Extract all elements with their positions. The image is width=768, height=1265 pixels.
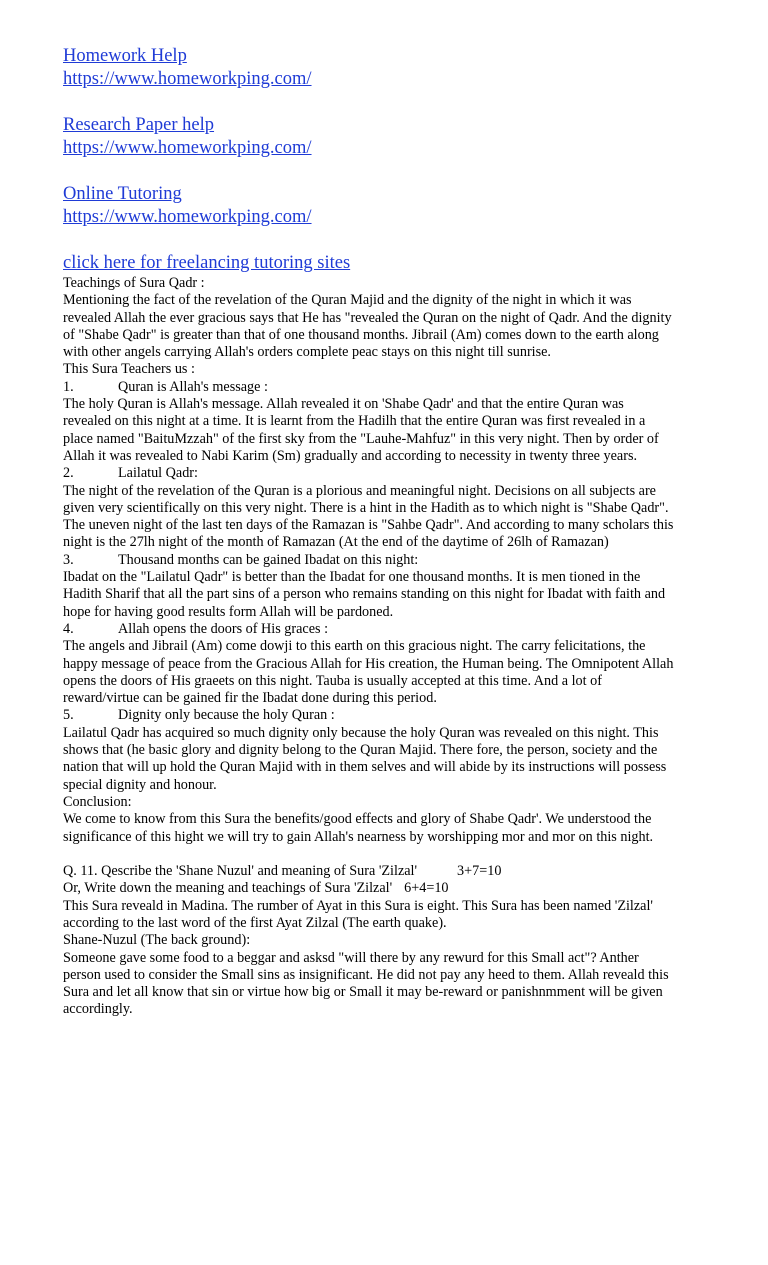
homework-help-link-block xyxy=(63,45,723,91)
point-heading: Dignity only because the holy Quran : xyxy=(118,707,335,724)
body-line: with other angels carrying Allah's orders complete peac stays on this night till sunrise. xyxy=(63,344,551,361)
body-line: The night of the revelation of the Quran is a plorious and meaningful night. Decisions on all subjects are xyxy=(63,482,656,499)
numbered-heading-3 xyxy=(63,552,723,569)
body-line: night is the 27lh night of the month of Ramazan (At the end of the daytime of 26lh of Ramazan) xyxy=(63,534,609,551)
alternate-question-text: Or, Write down the meaning and teachings of Sura 'Zilzal' xyxy=(63,880,393,897)
point-heading: Allah opens the doors of His graces : xyxy=(118,620,329,637)
body-line: Lailatul Qadr has acquired so much dignity only because the holy Quran was revealed on this night. This xyxy=(63,724,659,741)
body-line: Allah it was revealed to Nabi Karim (Sm) gradually and according to necessity in twenty three years. xyxy=(63,447,638,464)
point-number: 3. xyxy=(63,551,74,568)
alternate-question-line xyxy=(63,880,723,897)
body-line: Someone gave some food to a beggar and asksd "will there by any rewurd for this Small act"? Anther xyxy=(63,949,639,966)
numbered-heading-5 xyxy=(63,707,723,724)
numbered-heading-4 xyxy=(63,621,723,638)
research-paper-help-link[interactable]: Research Paper help xyxy=(63,115,215,135)
question-text: Q. 11. Qescribe the 'Shane Nuzul' and meaning of Sura 'Zilzal' xyxy=(63,863,418,880)
conclusion-heading: Conclusion: xyxy=(63,793,132,810)
freelance-tutoring-link[interactable]: click here for freelancing tutoring sites xyxy=(63,253,351,273)
homework-help-url-link[interactable]: https://www.homeworkping.com/ xyxy=(63,69,312,89)
page-content xyxy=(63,45,723,1019)
body-line: Hadith Sharif that all the part sins of a person who remains standing on this night for Ibadat with faith and xyxy=(63,586,666,603)
point-heading: Thousand months can be gained Ibadat on this night: xyxy=(118,551,419,568)
body-line: special dignity and honour. xyxy=(63,776,217,793)
body-line: shows that (he basic glory and dignity belong to the Quran Majid. There fore, the person, society and the xyxy=(63,742,658,759)
body-line: happy message of peace from the Gracious Allah for His creation, the Human being. The Omnipotent Allah xyxy=(63,655,674,672)
point-number: 2. xyxy=(63,465,74,482)
body-line: accordingly. xyxy=(63,1001,133,1018)
body-line: of "Shabe Qadr" is greater than that of one thousand months. Jibrail (Am) comes down to the earth along xyxy=(63,326,659,343)
research-paper-help-url-link[interactable]: https://www.homeworkping.com/ xyxy=(63,138,312,158)
body-line: opens the doors of His graeets on this night. Tauba is usually accepted at this time. And a lot of xyxy=(63,672,602,689)
body-line: This Sura reveald in Madina. The rumber of Ayat in this Sura is eight. This Sura has been named 'Zilzal' xyxy=(63,897,653,914)
online-tutoring-link-block xyxy=(63,183,723,229)
point-heading: Lailatul Qadr: xyxy=(118,465,198,482)
body-line: place named "BaituMzzah" of the first sky from the "Lauhe-Mahfuz" in this very night. Then by order of xyxy=(63,430,659,447)
body-line: Sura and let all know that sin or virtue how big or Small it may be-reward or panishnmment will be given xyxy=(63,984,663,1001)
body-line: Ibadat on the "Lailatul Qadr" is better than the Ibadat for one thousand months. It is men tioned in the xyxy=(63,569,641,586)
body-line: nation that will up hold the Quran Majid with in them selves and will abide by its instructions will possess xyxy=(63,759,667,776)
body-line: Mentioning the fact of the revelation of the Quran Majid and the dignity of the night in which it was xyxy=(63,292,632,309)
online-tutoring-url-link[interactable]: https://www.homeworkping.com/ xyxy=(63,207,312,227)
body-line: according to the last word of the first Ayat Zilzal (The earth quake). xyxy=(63,914,447,931)
body-line: hope for having good results form Allah will be pardoned. xyxy=(63,603,394,620)
point-number: 5. xyxy=(63,707,74,724)
question-score: 3+7=10 xyxy=(457,863,502,880)
body-line: This Sura Teachers us : xyxy=(63,361,195,378)
body-line: revealed on this night at a time. It is learnt from the Hadilh that the entire Quran was first revealed in a xyxy=(63,413,646,430)
body-line: The uneven night of the last ten days of the Ramazan is "Sahbe Qadr". And according to many scholars this xyxy=(63,517,674,534)
body-line: revealed Allah the ever gracious says that He has "revealed the Quran on the night of Qadr. And the dignity xyxy=(63,309,672,326)
numbered-heading-1 xyxy=(63,379,723,396)
freelance-link-block xyxy=(63,252,723,275)
point-number: 4. xyxy=(63,620,74,637)
blank-line xyxy=(63,846,723,863)
body-line: We come to know from this Sura the benefits/good effects and glory of Shabe Qadr'. We understood the xyxy=(63,811,652,828)
alternate-question-score: 6+4=10 xyxy=(404,880,449,897)
section-heading: Teachings of Sura Qadr : xyxy=(63,275,205,291)
point-number: 1. xyxy=(63,378,74,395)
question-line xyxy=(63,863,723,880)
point-heading: Quran is Allah's message : xyxy=(118,378,268,395)
body-line: significance of this hight we will try to gain Allah's nearness by worshipping mor and mor on this night. xyxy=(63,828,654,845)
document-body xyxy=(63,275,723,1019)
section-heading: Shane-Nuzul (The back ground): xyxy=(63,932,251,949)
numbered-heading-2 xyxy=(63,465,723,482)
body-line: The holy Quran is Allah's message. Allah revealed it on 'Shabe Qadr' and that the entire Quran was xyxy=(63,396,624,413)
online-tutoring-link[interactable]: Online Tutoring xyxy=(63,184,182,204)
body-line: The angels and Jibrail (Am) come dowji to this earth on this gracious night. The carry felicitations, the xyxy=(63,638,646,655)
body-line: reward/virtue can be gained fir the Ibadat done during this period. xyxy=(63,690,437,707)
research-paper-help-link-block xyxy=(63,114,723,160)
body-line: given very scientifically on this very night. There is a hint in the Hadith as to which night is "Shabe Qadr". xyxy=(63,499,669,516)
homework-help-link[interactable]: Homework Help xyxy=(63,46,187,66)
body-line: person used to consider the Small sins as insignificant. He did not pay any heed to them. Allah reveald this xyxy=(63,966,669,983)
